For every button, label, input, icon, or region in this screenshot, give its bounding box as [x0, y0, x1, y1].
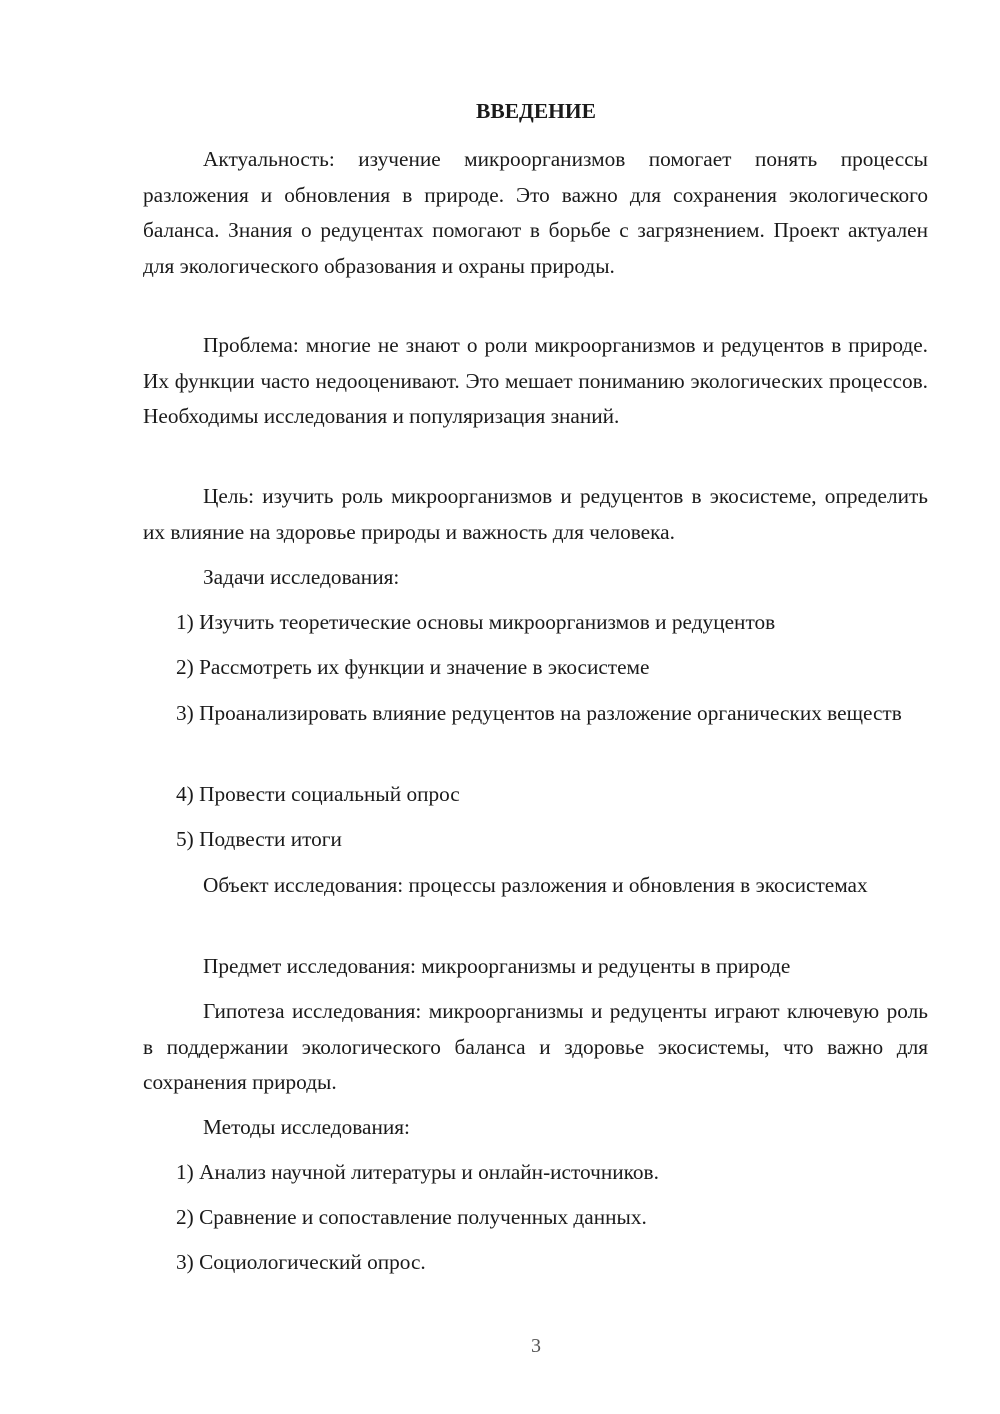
methods-title: Методы исследования: — [203, 1115, 410, 1139]
method-item: 2) Сравнение и сопоставление полученных данных. — [176, 1205, 647, 1229]
goal-paragraph: Цель: изучить роль микроорганизмов и редуцентов в экосистеме, определить их влияние на здоровье природы и важность для человека. — [143, 484, 928, 544]
relevance-paragraph: Актуальность: изучение микроорганизмов помогает понять процессы разложения и обновления в природе. Это важно для сохранения экологического баланса. Знания о редуцентах помогают в борьбе с загрязнением. Проект актуален для экологического образования и охраны природы. — [143, 147, 928, 278]
task-item: 4) Провести социальный опрос — [176, 782, 460, 806]
tasks-title: Задачи исследования: — [203, 565, 400, 589]
page-number: 3 — [531, 1335, 541, 1357]
method-item: 1) Анализ научной литературы и онлайн-источников. — [176, 1160, 659, 1184]
page-heading: ВВЕДЕНИЕ — [476, 99, 596, 123]
task-item: 5) Подвести итоги — [176, 827, 342, 851]
task-item: 2) Рассмотреть их функции и значение в экосистеме — [176, 655, 650, 679]
subject-paragraph: Предмет исследования: микроорганизмы и редуценты в природе — [203, 954, 791, 978]
hypothesis-paragraph: Гипотеза исследования: микроорганизмы и редуценты играют ключевую роль в поддержании экологического баланса и здоровье экосистемы, что важно для сохранения природы. — [143, 999, 928, 1095]
task-item: 3) Проанализировать влияние редуцентов на разложение органических веществ — [176, 701, 902, 725]
method-item: 3) Социологический опрос. — [176, 1250, 426, 1274]
object-paragraph: Объект исследования: процессы разложения и обновления в экосистемах — [203, 873, 868, 897]
task-item: 1) Изучить теоретические основы микроорганизмов и редуцентов — [176, 610, 776, 634]
problem-paragraph: Проблема: многие не знают о роли микроорганизмов и редуцентов в природе. Их функции часто недооценивают. Это мешает пониманию экологических процессов. Необходимы исследования и популяризация знаний. — [143, 333, 928, 429]
